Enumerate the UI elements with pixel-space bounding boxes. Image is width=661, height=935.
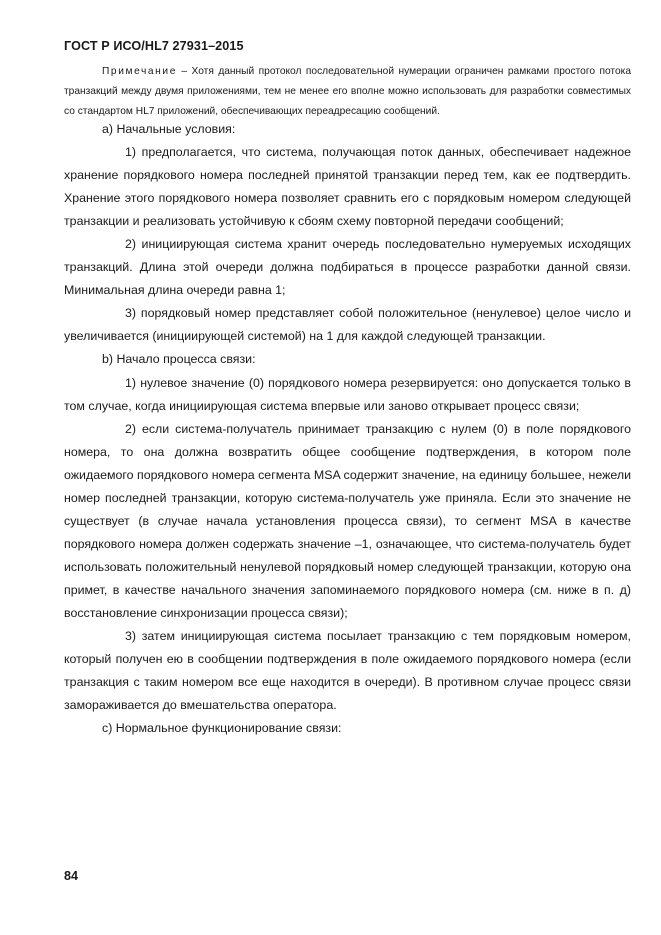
note-text: – Хотя данный протокол последовательной нумерации ограничен рамками простого потока транзакций между двумя приложениями, тем не менее его вполне можно использовать для разработки совместимых со стандартом HL7 приложений, обеспечивающих переадресацию сообщений. — [64, 66, 631, 117]
document-body — [64, 118, 631, 740]
section-a-paragraph-2: 2) инициирующая система хранит очередь последовательно нумеруемых исходящих транзакций. Длина этой очереди должна подбираться в процессе разработки данной связи. Минимальная длина очереди равна 1; — [64, 237, 631, 298]
note-lead: Примечание — [102, 66, 177, 77]
section-a-paragraph-3: 3) порядковый номер представляет собой положительное (ненулевое) целое число и увеличивается (инициирующей системой) на 1 для каждой следующей транзакции. — [64, 306, 631, 344]
section-a-heading: а) Начальные условия: — [102, 122, 236, 136]
section-a-paragraph-1: 1) предполагается, что система, получающая поток данных, обеспечивает надежное хранение порядкового номера последней принятой транзакции перед тем, как ее подтвердить. Хранение этого порядкового номера позволяет сравнить его с порядковым номером следующей транзакции и реализовать устойчивую к сбоям схему повторной передачи сообщений; — [64, 145, 631, 229]
section-b-heading: b) Начало процесса связи: — [102, 352, 256, 367]
note-paragraph — [64, 62, 631, 122]
section-b-paragraph-2: 2) если система-получатель принимает транзакцию с нулем (0) в поле порядкового номера, то она должна возвратить общее сообщение подтверждения, в котором поле ожидаемого порядкового номера сегмента MSA содержит значение, на единицу большее, нежели номер последней транзакции, которую система-получатель уже приняла. Если это значение не существует (в случае начала установления процесса связи), то сегмент MSA в качестве порядкового номера должен содержать значение –1, означающее, что система-получатель будет использовать положительный ненулевой порядковый номер следующей транзакции, которую она примет, в качестве начального значения запоминаемого порядкового номера (см. ниже в п. д) восстановление синхронизации процесса связи); — [64, 421, 631, 620]
page-number: 84 — [64, 869, 79, 883]
section-c-heading: с) Нормальное функционирование связи: — [102, 721, 342, 736]
section-b-paragraph-1: 1) нулевое значение (0) порядкового номера резервируется: оно допускается только в том случае, когда инициирующая система впервые или заново открывает процесс связи; — [64, 375, 631, 413]
section-b-paragraph-3: 3) затем инициирующая система посылает транзакцию с тем порядковым номером, который получен ею в сообщении подтверждения в поле ожидаемого порядкового номера (если транзакция с таким номером все еще находится в очереди). В противном случае процесс связи замораживается до вмешательства оператора. — [64, 629, 631, 713]
document-header: ГОСТ Р ИСО/HL7 27931–2015 — [64, 39, 244, 53]
